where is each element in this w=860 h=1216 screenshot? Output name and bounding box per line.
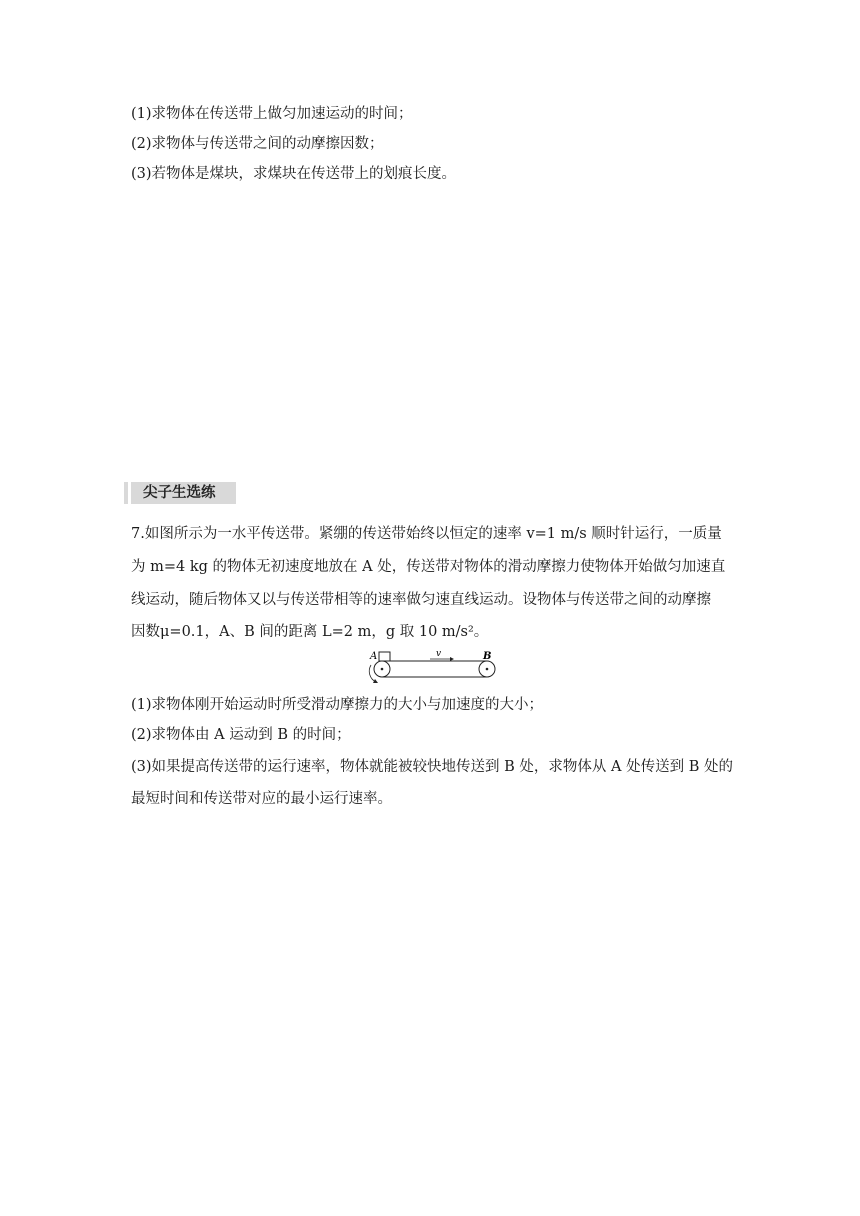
problem-7-line-4: 因数μ=0.1，A、B 间的距离 L=2 m，g 取 10 m/s²。	[131, 624, 489, 640]
block	[379, 652, 390, 661]
problem-7-line-1: 7.如图所示为一水平传送带。紧绷的传送带始终以恒定的速率 v=1 m/s 顺时针运行，一质量	[131, 526, 722, 542]
question-2: (2)求物体与传送带之间的动摩擦因数；	[131, 136, 384, 152]
problem-7-question-3-line-1: (3)如果提高传送带的运行速率，物体就能被较快地传送到 B 处，求物体从 A 处传送到 B 处的	[131, 759, 733, 775]
problem-7-line-3: 线运动，随后物体又以与传送带相等的速率做匀速直线运动。设物体与传送带之间的动摩擦	[131, 592, 711, 608]
label-b: B	[483, 651, 492, 662]
question-1: (1)求物体在传送带上做匀加速运动的时间；	[131, 106, 413, 122]
velocity-arrowhead	[450, 657, 454, 661]
problem-7-line-2: 为 m=4 kg 的物体无初速度地放在 A 处，传送带对物体的滑动摩擦力使物体开始做匀加速直	[131, 559, 726, 575]
problem-7-question-3-line-2: 最短时间和传送带对应的最小运行速率。	[131, 791, 392, 807]
right-pulley-axle	[486, 668, 489, 671]
left-pulley-axle	[381, 668, 384, 671]
question-3: (3)若物体是煤块，求煤块在传送带上的划痕长度。	[131, 166, 457, 182]
conveyor-belt-diagram	[364, 648, 502, 688]
section-title: 尖子生选练	[143, 485, 216, 501]
problem-7-question-1: (1)求物体刚开始运动时所受滑动摩擦力的大小与加速度的大小；	[131, 697, 544, 713]
label-v: v	[436, 649, 442, 659]
label-a: A	[370, 651, 378, 662]
section-tag	[128, 482, 236, 504]
problem-7-question-2: (2)求物体由 A 运动到 B 的时间；	[131, 727, 351, 743]
